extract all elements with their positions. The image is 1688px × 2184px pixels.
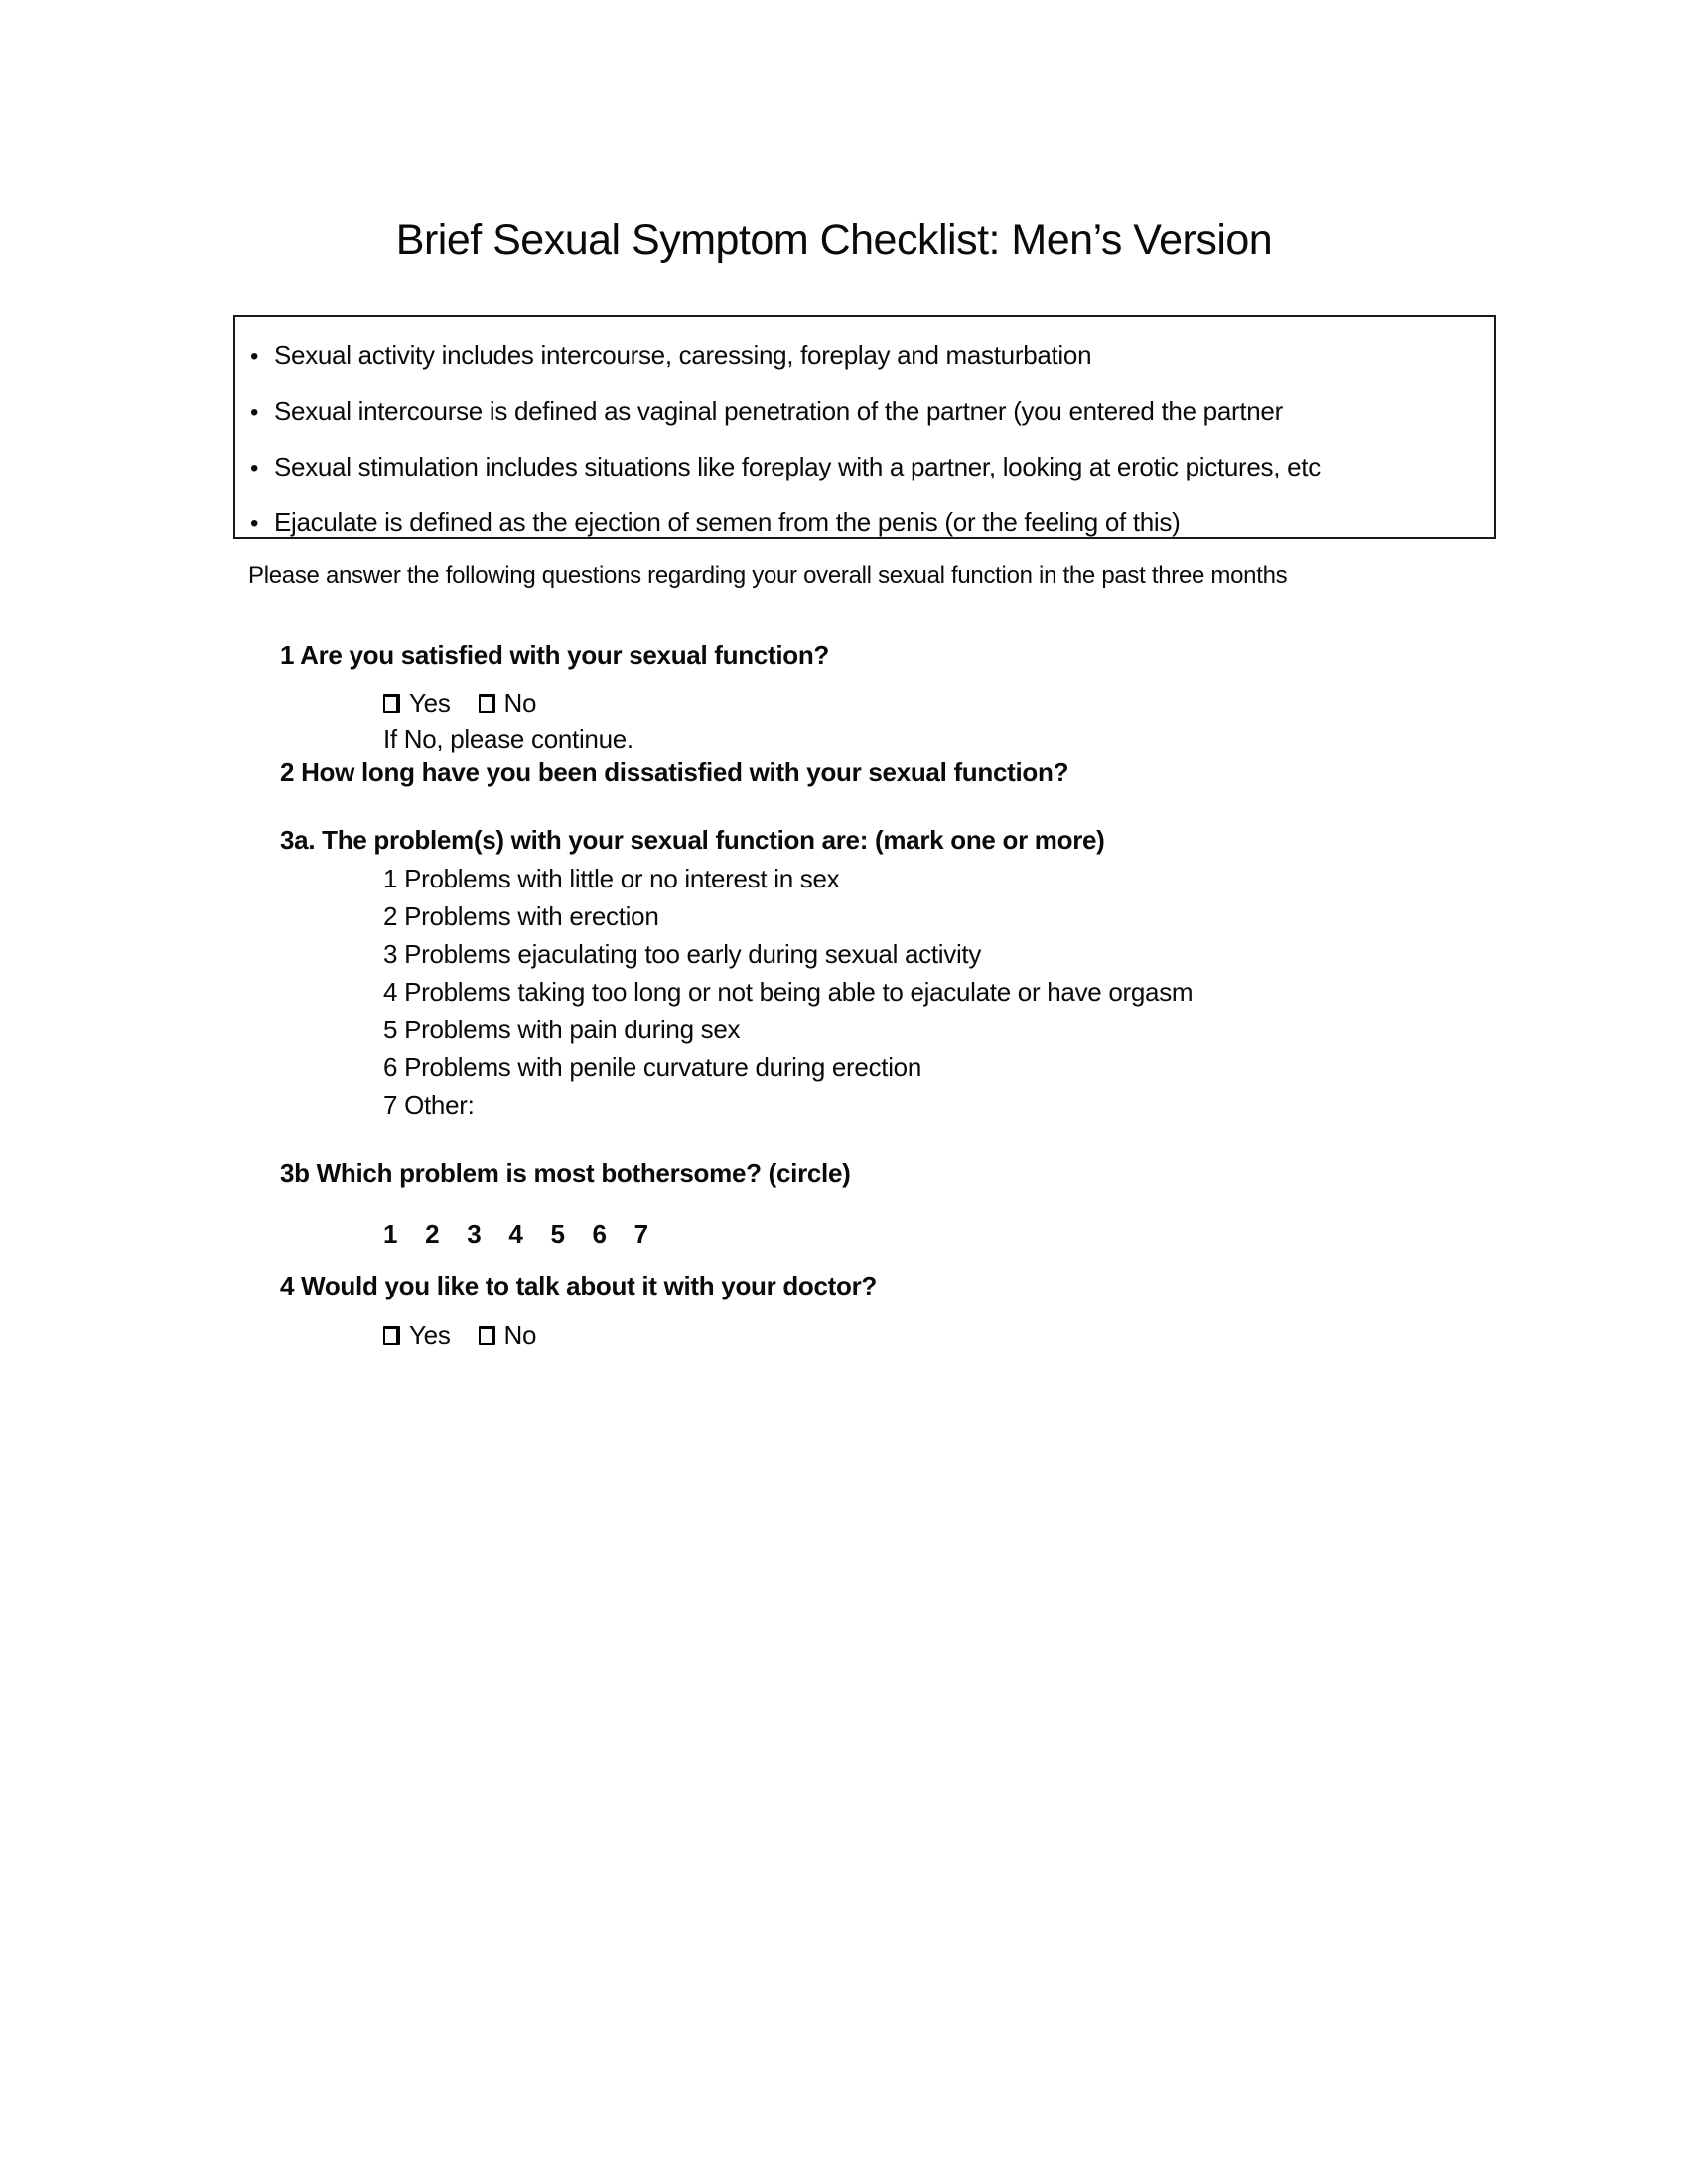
q1-followup-text: If No, please continue. <box>383 724 633 753</box>
q1-answer-row <box>383 688 536 719</box>
q1-no-option <box>479 688 537 719</box>
instruction-text: Please answer the following questions regarding your overall sexual function in the past three months <box>248 562 1288 589</box>
bullet-icon: • <box>250 455 259 481</box>
circle-number-4[interactable]: 4 <box>508 1219 523 1249</box>
q3a-option-list <box>383 860 1193 1124</box>
q4-yes-label: Yes <box>409 1320 451 1350</box>
definition-bullet <box>250 329 1494 384</box>
q4-yes-checkbox-icon[interactable] <box>383 1326 400 1345</box>
circle-number-6[interactable]: 6 <box>592 1219 607 1249</box>
q3a-option-3: 3 Problems ejaculating too early during sexual activity <box>383 939 982 969</box>
q4-no-option <box>479 1320 537 1351</box>
circle-number-3[interactable]: 3 <box>467 1219 482 1249</box>
bullet-text: Ejaculate is defined as the ejection of semen from the penis (or the feeling of this) <box>274 507 1181 537</box>
q1-yes-label: Yes <box>409 688 451 718</box>
q3b-number-row <box>383 1219 669 1250</box>
q3a-option-1: 1 Problems with little or no interest in sex <box>383 864 840 893</box>
q1-yes-checkbox-icon[interactable] <box>383 694 400 713</box>
definitions-box <box>233 315 1496 539</box>
bullet-text: Sexual intercourse is defined as vaginal penetration of the partner (you entered the partner <box>274 396 1283 426</box>
bullet-text: Sexual stimulation includes situations like foreplay with a partner, looking at erotic pictures, etc <box>274 452 1321 481</box>
q3a-option-2: 2 Problems with erection <box>383 901 659 931</box>
bullet-text: Sexual activity includes intercourse, caressing, foreplay and masturbation <box>274 341 1092 370</box>
definition-bullet <box>250 384 1494 440</box>
question-3a-label: 3a. The problem(s) with your sexual function are: (mark one or more) <box>280 825 1105 855</box>
q3a-option-6: 6 Problems with penile curvature during erection <box>383 1052 921 1082</box>
q3a-option-4: 4 Problems taking too long or not being able to ejaculate or have orgasm <box>383 977 1194 1007</box>
question-3b-label: 3b Which problem is most bothersome? (circle) <box>280 1159 851 1188</box>
definition-bullet <box>250 495 1494 539</box>
question-2-label: 2 How long have you been dissatisfied with your sexual function? <box>280 757 1069 787</box>
question-4-label: 4 Would you like to talk about it with your doctor? <box>280 1271 878 1300</box>
q4-no-checkbox-icon[interactable] <box>479 1326 495 1345</box>
page-title: Brief Sexual Symptom Checklist: Men’s Version <box>395 216 1273 264</box>
circle-number-2[interactable]: 2 <box>425 1219 440 1249</box>
bullet-icon: • <box>250 399 259 426</box>
q1-no-label: No <box>503 688 537 718</box>
circle-number-1[interactable]: 1 <box>383 1219 398 1249</box>
definition-bullet <box>250 440 1494 495</box>
q1-yes-option <box>383 688 451 719</box>
q4-answer-row <box>383 1320 536 1351</box>
q4-yes-option <box>383 1320 451 1351</box>
q4-no-label: No <box>503 1320 537 1350</box>
circle-number-7[interactable]: 7 <box>633 1219 648 1249</box>
q3a-option-7: 7 Other: <box>383 1090 475 1120</box>
q3a-option-5: 5 Problems with pain during sex <box>383 1015 741 1044</box>
bullet-icon: • <box>250 343 259 370</box>
bullet-icon: • <box>250 510 259 537</box>
q1-no-checkbox-icon[interactable] <box>479 694 495 713</box>
circle-number-5[interactable]: 5 <box>550 1219 565 1249</box>
question-1-label: 1 Are you satisfied with your sexual function? <box>280 640 830 670</box>
